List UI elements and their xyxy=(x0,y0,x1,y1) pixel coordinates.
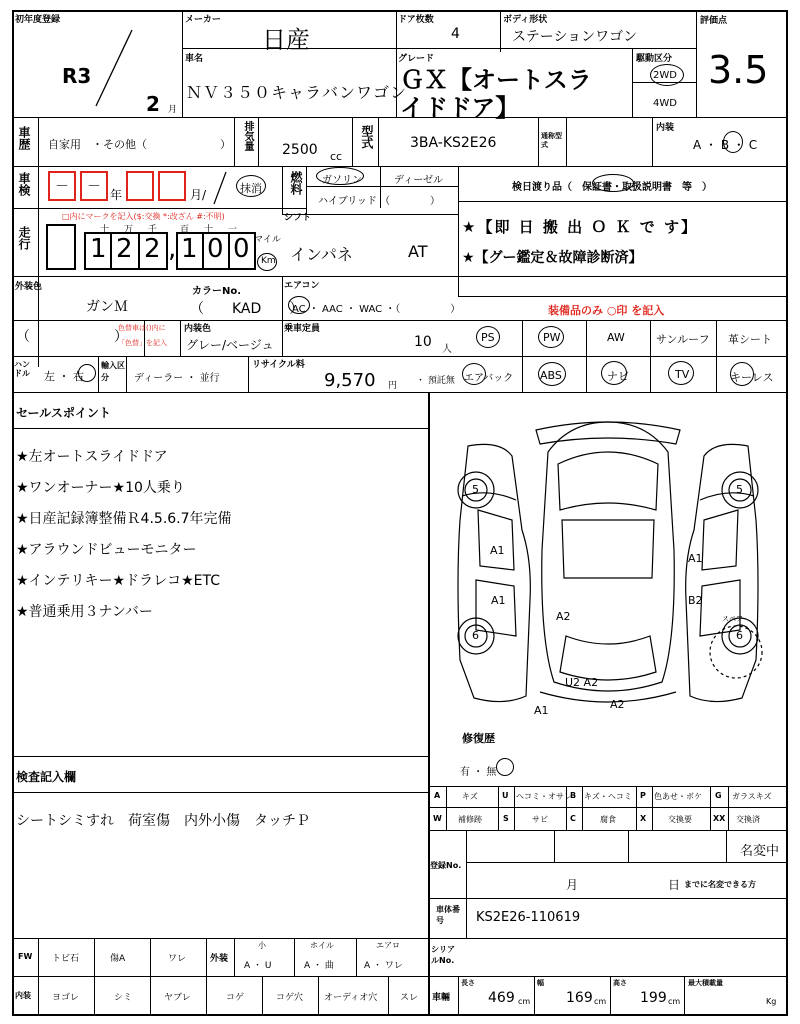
mileage-label: 走行 xyxy=(17,226,31,250)
drive-4wd: 4WD xyxy=(653,98,677,109)
drive-label: 駆動区分 xyxy=(636,54,673,64)
model-value: ＮＶ３５０キャラバンワゴン xyxy=(186,83,408,102)
legend-code: P xyxy=(640,791,646,800)
legend-code: X xyxy=(640,814,647,823)
mileage-digit-5: 0 xyxy=(207,234,224,264)
equip-keyless: キーレス xyxy=(730,371,774,384)
damage-mark-5: A2 xyxy=(556,610,571,623)
legend-text: キズ・ヘコミ xyxy=(584,792,632,801)
grade-line-1: ＧＸ【オートスラ xyxy=(400,66,592,94)
legend-code: C xyxy=(570,814,576,823)
maker-label: メーカー xyxy=(185,15,221,25)
inspection-label: 車検 xyxy=(17,172,31,196)
handle-label: ハンドル xyxy=(14,360,30,378)
mileage-unit-mile: マイル xyxy=(254,235,281,245)
drive-2wd: 2WD xyxy=(653,70,677,81)
aero-label: エアロ xyxy=(376,941,400,950)
mileage-head-3: 千 xyxy=(148,225,158,235)
fw-item-scratch: 傷A xyxy=(110,954,126,964)
model-code: 3BA-KS2E26 xyxy=(410,135,497,151)
recycle-label: リサイクル料 xyxy=(252,360,305,370)
note-1: ★【即 日 搬 出 Ｏ Ｋ で す】 xyxy=(462,218,699,236)
repair-title: 修復歴 xyxy=(462,732,495,745)
length-unit: cm xyxy=(518,997,531,1006)
legend-code: W xyxy=(433,814,442,823)
int-item-audio-hole: オーディオ穴 xyxy=(324,993,378,1003)
chassis-number: KS2E26-110619 xyxy=(476,910,581,925)
sales-point-1: ★左オートスライドドア xyxy=(16,449,168,465)
displacement-label: 排気量 xyxy=(242,121,253,151)
shift-type: AT xyxy=(408,242,428,261)
legend-code: A xyxy=(434,791,441,800)
recycle-value: 9,570 xyxy=(324,370,376,391)
year-month-slash xyxy=(90,28,140,108)
inspect-dash-1: － xyxy=(55,179,69,195)
height-label: 高さ xyxy=(613,979,627,987)
width-unit: cm xyxy=(594,997,607,1006)
ext-color-label: 外装色 xyxy=(15,282,43,292)
interior-grade-circle xyxy=(723,131,743,153)
mileage-digit-3: 2 xyxy=(144,234,161,264)
sales-point-2: ★ワンオーナー★10人乗り xyxy=(16,480,185,496)
int-row-label: 内装 xyxy=(15,991,31,1000)
grade-line-2: イドドア】 xyxy=(400,94,520,122)
wheel-mark-rr: 6 xyxy=(736,629,743,642)
wheel-mark-fr: 5 xyxy=(736,483,743,496)
equip-tv: TV xyxy=(675,368,690,381)
sales-point-4: ★アラウンドビューモニター xyxy=(16,542,197,558)
int-item-scuff: スレ xyxy=(400,993,419,1003)
interior-label: 内装 xyxy=(656,123,675,133)
equip-leather: 革シート xyxy=(728,333,772,346)
fuel-label: 燃料 xyxy=(289,171,303,195)
fuel-diesel: ディーゼル xyxy=(394,175,443,186)
color-change-note-1: 色替車は()内に xyxy=(118,324,166,332)
int-item-stain: シミ xyxy=(114,993,133,1003)
wheel-mark-rl: 6 xyxy=(472,629,479,642)
legend-text: ヘコミ・オサレ xyxy=(516,792,572,801)
aero-vals: A ・ ワレ xyxy=(364,961,403,971)
equip-abs: ABS xyxy=(540,369,562,382)
width-value: 169 xyxy=(566,990,593,1006)
wheel-mark-fl: 5 xyxy=(472,483,479,496)
mileage-digit-4: 1 xyxy=(181,234,198,264)
equip-aw: AW xyxy=(607,331,625,344)
wheel-label: ホイル xyxy=(310,941,334,950)
first-reg-label: 初年度登録 xyxy=(15,15,61,25)
import-label: 輸入区分 xyxy=(101,361,125,382)
int-item-dirt: ヨゴレ xyxy=(52,993,80,1003)
int-color-value: グレー/ベージュ xyxy=(186,338,274,352)
color-change-note-2: 「色替」を記入 xyxy=(118,339,167,347)
damage-mark-7: A1 xyxy=(534,704,549,717)
damage-mark-1: A1 xyxy=(490,544,505,557)
color-no-label: カラーNo. xyxy=(192,286,242,297)
capacity-value: 10 xyxy=(414,334,432,350)
capacity-unit: 人 xyxy=(442,344,452,355)
aircon-value: AC ・ AAC ・ WAC ・（ ） xyxy=(292,304,461,315)
mileage-digit-1: 1 xyxy=(90,234,107,264)
reg-no-label: 登録No. xyxy=(430,861,462,870)
sales-point-6: ★普通乗用３ナンバー xyxy=(16,604,153,620)
shift-label: シフト xyxy=(284,213,312,223)
score-label: 評価点 xyxy=(700,16,728,26)
ext-label: 外装 xyxy=(210,954,229,964)
shift-position: インパネ xyxy=(290,245,353,264)
legend-text: キズ xyxy=(462,792,478,801)
legend-code: B xyxy=(570,791,577,800)
import-text: ディーラー ・ 並行 xyxy=(134,373,220,384)
use-close: ） xyxy=(220,138,231,151)
color-no-value: （ KAD ） xyxy=(190,301,304,317)
reg-year: R3 xyxy=(62,64,92,88)
name-change: 名変中 xyxy=(740,844,780,859)
height-unit: cm xyxy=(668,997,681,1006)
paren-box: （ ） xyxy=(16,329,128,345)
chassis-label: 車体番号 xyxy=(436,905,460,925)
body-label: ボディ形状 xyxy=(503,15,548,25)
score-value: 3.5 xyxy=(708,48,769,92)
sales-title: セールスポイント xyxy=(16,406,111,420)
legend-code: S xyxy=(503,814,509,823)
dims-label: 車輛 xyxy=(432,993,451,1003)
legend-text: 交換要 xyxy=(668,815,692,824)
damage-mark-8: A2 xyxy=(610,698,625,711)
damage-mark-2: A1 xyxy=(688,552,703,565)
ext-color-value: ガンＭ xyxy=(86,299,128,315)
reg-month-label: 月 xyxy=(566,878,579,892)
displacement-value: 2500 xyxy=(282,142,318,158)
equip-ps: PS xyxy=(481,331,495,344)
length-value: 469 xyxy=(488,990,515,1006)
mileage-head-6: 一 xyxy=(228,225,238,235)
damage-mark-3: A1 xyxy=(491,594,506,607)
use-text: 自家用 ・その他（ xyxy=(48,138,147,151)
drive-2wd-circle xyxy=(650,64,684,86)
inspect-year-unit: 年 xyxy=(110,188,123,202)
doors-value: 4 xyxy=(451,26,460,42)
recycle-unit: 円 xyxy=(388,381,398,391)
handle-position: 左 ・ 右 xyxy=(44,370,84,383)
sales-point-3: ★日産記録簿整備Ｒ4.5.6.7年完備 xyxy=(16,511,232,527)
note-2: ★【グー鑑定＆故障診断済】 xyxy=(462,250,643,266)
equip-title: 装備品のみ ○印 を記入 xyxy=(548,304,665,317)
body-value: ステーションワゴン xyxy=(512,29,638,45)
remarks-title: 検日渡り品（ 保証書・取扱説明書 等 ） xyxy=(512,182,712,193)
spare-label: スペア xyxy=(722,615,743,623)
type-label: 型式 xyxy=(360,125,374,149)
inspect-month-unit: 月/ xyxy=(190,188,207,202)
fuel-hybrid-paren: （ ） xyxy=(380,196,440,207)
width-label: 幅 xyxy=(537,979,544,987)
small-vals: A ・ U xyxy=(244,961,272,971)
mileage-note: □内にマークを記入($:交換 *:改ざん #:不明) xyxy=(62,212,225,221)
reg-month-unit: 月 xyxy=(168,105,178,115)
capacity-label: 乗車定員 xyxy=(284,324,321,334)
legend-text: 交換済 xyxy=(736,815,760,824)
damage-mark-6: U2 A2 xyxy=(565,676,599,689)
int-item-burn: コゲ xyxy=(226,993,245,1003)
equip-navi: ナビ xyxy=(607,370,629,383)
legend-text: 色あせ・ボケ xyxy=(654,792,702,801)
mileage-unit-km: Km xyxy=(261,256,276,266)
int-color-label: 内装色 xyxy=(184,324,212,334)
mileage-head-4: 百 xyxy=(180,225,190,235)
legend-text: ガラスキズ xyxy=(732,792,772,801)
mileage-digit-2: 2 xyxy=(116,234,133,264)
mileage-comma: , xyxy=(168,234,177,264)
legend-code: XX xyxy=(713,814,726,823)
serial-label: シリアルNo. xyxy=(431,945,455,965)
inspector-title: 検査記入欄 xyxy=(16,770,77,784)
mileage-head-1: 十 xyxy=(100,225,110,235)
damage-mark-4: B2 xyxy=(688,594,703,607)
legend-code: G xyxy=(715,791,722,800)
equip-sunroof: サンルーフ xyxy=(656,333,710,346)
mileage-digit-6: 0 xyxy=(233,234,250,264)
load-label: 最大積載量 xyxy=(688,979,723,987)
common-label: 通称型式 xyxy=(541,132,562,149)
equip-airbag: エアバック xyxy=(464,373,514,384)
reg-day-label: 日 xyxy=(668,878,681,892)
model-label: 車名 xyxy=(185,54,204,64)
height-value: 199 xyxy=(640,990,667,1006)
wheel-vals: A ・ 曲 xyxy=(304,961,334,971)
repair-value: 有 ・ 無 xyxy=(460,767,497,778)
inspector-text: シートシミすれ 荷室傷 内外小傷 タッチＰ xyxy=(16,813,310,829)
inspect-dash-2: － xyxy=(87,179,101,195)
displacement-unit: cc xyxy=(330,150,343,163)
fw-item-stone: トビ石 xyxy=(52,954,80,964)
int-item-burn-hole: コゲ穴 xyxy=(276,993,304,1003)
inspect-erased: 抹消 xyxy=(240,182,262,195)
history-label: 車歴 xyxy=(17,126,31,150)
aircon-label: エアコン xyxy=(284,281,320,291)
int-item-tear: ヤブレ xyxy=(164,993,191,1003)
reg-month: 2 xyxy=(146,92,160,116)
reg-deadline: までに名変できる方 xyxy=(684,880,756,889)
car-diagram xyxy=(430,400,786,720)
maker-value: 日産 xyxy=(262,26,310,54)
legend-text: 腐食 xyxy=(600,815,616,824)
legend-text: 補修跡 xyxy=(458,815,482,824)
load-unit: Kg xyxy=(766,997,777,1006)
legend-code: U xyxy=(502,791,509,800)
grade-label: グレード xyxy=(398,54,435,64)
fuel-gasoline: ガソリン xyxy=(322,175,362,186)
length-label: 長さ xyxy=(461,979,475,987)
sales-point-5: ★インテリキー★ドラレコ★ETC xyxy=(16,573,221,589)
mileage-head-5: 十 xyxy=(204,225,214,235)
fw-item-crack: ワレ xyxy=(168,954,187,964)
recycle-note: ・ 預託無 xyxy=(416,376,455,386)
doors-label: ドア枚数 xyxy=(398,15,434,25)
interior-grades: A ・ B ・ C xyxy=(693,138,758,152)
fuel-hybrid: ハイブリッド xyxy=(318,196,377,207)
mileage-head-2: 万 xyxy=(124,225,134,235)
legend-text: サビ xyxy=(532,815,548,824)
fw-label: FW xyxy=(18,952,33,961)
small-label: 小 xyxy=(258,941,266,950)
equip-pw: PW xyxy=(543,331,561,344)
